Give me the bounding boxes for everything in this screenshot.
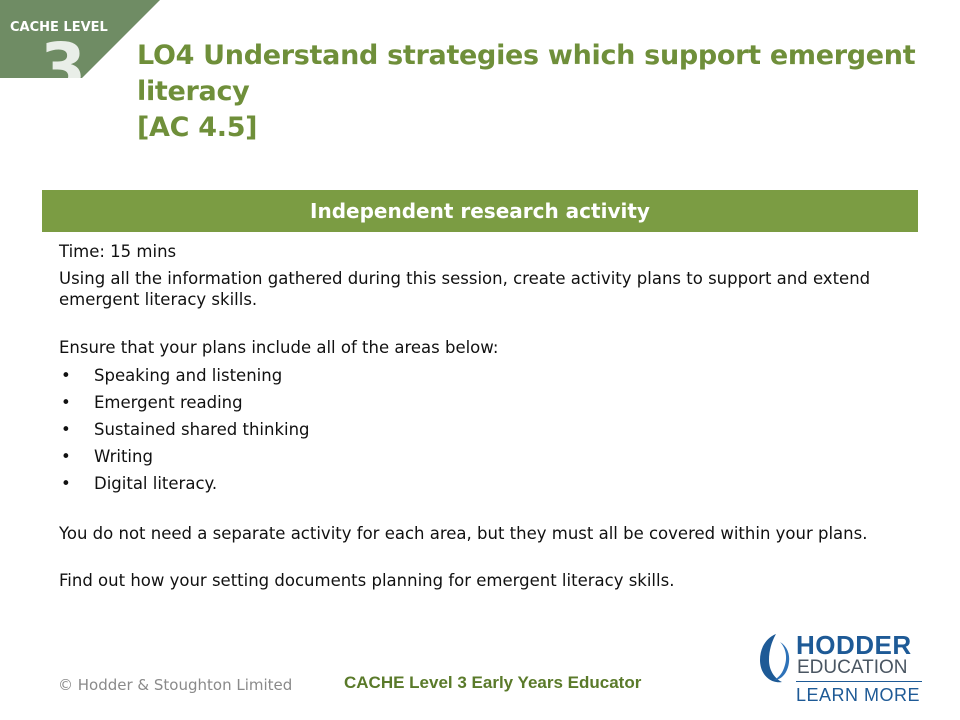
areas-list (59, 365, 919, 500)
intro-text: Using all the information gathered during this session, create activity plans to support and extend emergent literacy skills. (59, 269, 871, 309)
logo-learn-more-text: LEARN MORE (796, 685, 921, 705)
activity-content (59, 241, 919, 591)
bullet-icon: • (61, 393, 71, 412)
slide-title (137, 38, 937, 146)
activity-banner (42, 190, 918, 232)
cache-level-label: CACHE LEVEL (10, 20, 108, 35)
time-text: Time: 15 mins (59, 242, 177, 261)
list-item (59, 473, 919, 500)
slide-title-line1: LO4 Understand strategies which support emergent literacy (137, 40, 916, 107)
activity-banner-label: Independent research activity (310, 199, 650, 223)
hodder-education-logo (752, 630, 932, 710)
list-item (59, 419, 919, 446)
list-item (59, 365, 919, 392)
logo-education-text: EDUCATION (797, 657, 908, 678)
bullet-icon: • (61, 366, 71, 385)
final-text: Find out how your setting documents planning for emergent literacy skills. (59, 571, 675, 590)
slide-title-line2: [AC 4.5] (137, 112, 258, 143)
list-item (59, 392, 919, 419)
course-title: CACHE Level 3 Early Years Educator (344, 673, 642, 692)
note-text: You do not need a separate activity for each area, but they must all be covered within your plans. (59, 524, 868, 543)
bullet-icon: • (61, 447, 71, 466)
logo-divider (796, 681, 922, 682)
list-item-label: Sustained shared thinking (94, 420, 310, 439)
list-item-label: Emergent reading (94, 393, 243, 412)
hodder-swoosh-icon (756, 632, 792, 690)
bullet-icon: • (61, 474, 71, 493)
copyright-text: © Hodder & Stoughton Limited (58, 676, 293, 694)
bullet-icon: • (61, 420, 71, 439)
logo-hodder-text: HODDER (796, 630, 912, 660)
list-item-label: Speaking and listening (94, 366, 283, 385)
ensure-text: Ensure that your plans include all of the areas below: (59, 338, 499, 357)
list-item-label: Writing (94, 447, 153, 466)
cache-level-number: 3 (40, 29, 86, 100)
list-item (59, 446, 919, 473)
list-item-label: Digital literacy. (94, 474, 218, 493)
